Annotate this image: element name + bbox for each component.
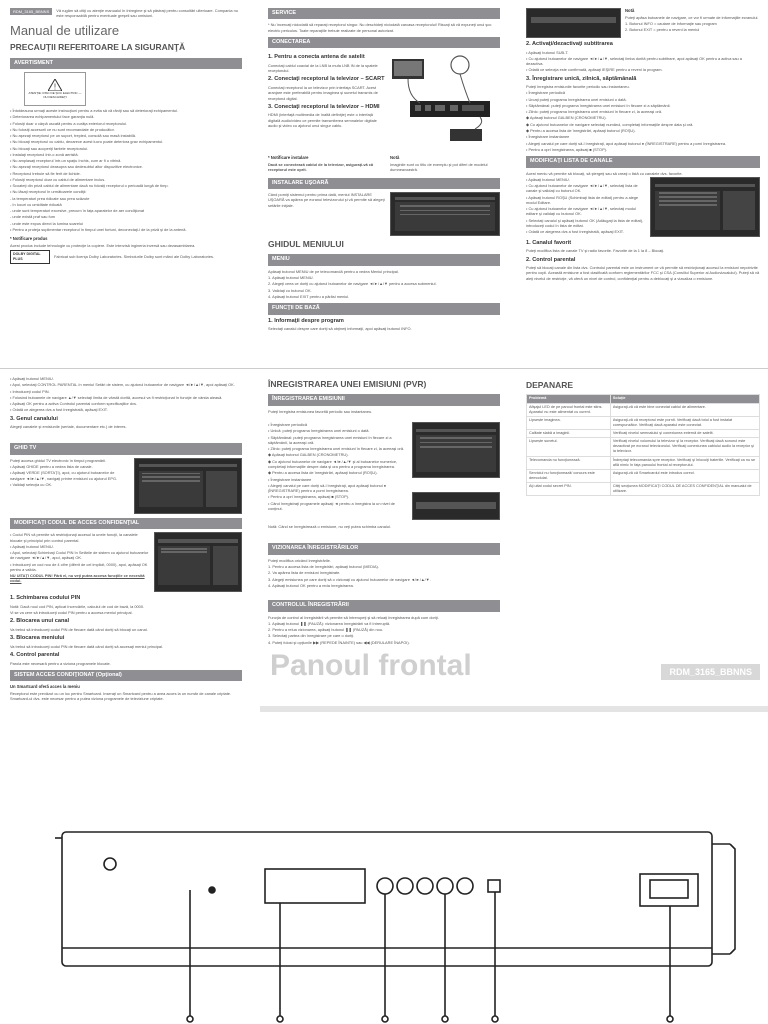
trouble-solution: Asiguraţi-vă că Smartcardul este introdus corect. [610,469,759,482]
warning-header: AVERTISMENT [10,58,242,69]
trouble-row [527,483,760,496]
view-step: 3. Alegeţi emisiunea pe care doriţi să o vizionaţi cu ajutorul butoanelor de navigare ◄/►/▲/▼. [268,576,431,582]
trouble-col-problem: Problemă [527,395,611,403]
connect-list [268,51,386,151]
service-header: SERVICE [268,8,500,19]
pvr-step: • Săptămânal: puteţi programa înregistrarea unei emisiuni în fiecare zi a săptămânii, la aceeaşi oră. [268,434,392,445]
connect-side-note: Imaginile sunt cu titlu de exemplu şi pot diferi de modelul dumneavoastră. [390,162,488,173]
connect-note-title: * Notificare instalare [268,155,309,161]
notice-title: * Notificare produs [10,236,48,242]
trouble-row [527,469,760,482]
pvr-step: • Zilnic: puteţi programa înregistrarea unei emisiuni în fiecare zi, la aceeaşi oră. [268,446,405,452]
trouble-table [526,394,760,496]
trouble-solution: Verificaţi nivelul volumului la televizor şi la receptor. Verificaţi dacă sonorul este dezactivat pe ecranul televizorului. Verificaţi conexiunea cablului audio la receptor şi la televizor. [610,438,759,456]
view-step: 4. Apăsaţi butonul OK pentru a reda înregistrarea. [268,582,354,588]
modify-list [526,177,646,237]
manual-title: Manual de utilizare [10,22,120,38]
safety-item: • Scoateţi din priză cablul de alimentare dacă nu folosiţi receptorul o perioadă lungă de timp. [10,183,169,189]
safety-item: • Nu blocaţi sau acoperiţi fantele receptorului. [10,145,89,151]
info-screenshot [526,8,621,38]
pin-warning: NU UITAŢI CODUL PIN! Fără el, nu veţi putea accesa funcţiile ce necesită codul. [10,573,145,584]
lock-text: Va trebui să introduceţi codul PIN de fiecare dată când doriţi să blocaţi un canal. [10,626,148,632]
trouble-col-solution: Soluţie [610,395,759,403]
front-title: Panoul frontal [270,649,472,682]
pvr-step: ◆ Apăsaţi butonul GALBEN (CRONOMETRU). [268,452,349,458]
service-text: * Nu încercaţi niciodată să reparaţi receptorul singur. Nu deschideţi niciodată carcasa receptorului! Riscaţi să vă expuneţi unui şoc electric periculos. Toate reparaţiile trebuie realizate de personal autorizat. [268,22,492,33]
connect-step-title: 2. Conectaţi receptorul la televizor – SCART [268,76,385,83]
pin-header: MODIFICAŢI CODUL DE ACCES CONFIDENŢIAL [10,518,242,529]
parental-step: • Odată ce alegerea dvs a fost înregistrată, apăsaţi EXIT. [10,407,108,413]
pvr-note: Notă: Când se înregistrează o emisiune, nu veţi putea schimba canalul. [268,524,391,530]
note-line: 1. Butonul INFO = cautare de informaţie sau program [625,20,717,26]
ctrl-step: 4. Puteţi folosi şi opţiunile ▶▶ (REPEDE ÎNAINTE) sau ◀◀ (DERULARE ÎNAPOI). [268,639,410,645]
connect-step-title: 3. Conectaţi receptorul la televizor – HDMI [268,103,380,110]
menu-lock-text: Va trebui să introduceţi codul PIN de fiecare dată când doriţi să accesaţi meniul principal. [10,643,164,649]
trouble-row [527,430,760,438]
pvr-step: • Înregistrare instantanee [268,476,312,482]
menu-header: MENIU [268,254,500,265]
epg-step: • Validaţi selecţia cu OK. [10,481,53,487]
trouble-solution: Îndreptaţi telecomanda spre receptor. Verificaţi şi înlocuiţi bateriile. Verificaţi ca nu se află nimic în faţa panoului frontal al receptorului. [610,456,759,469]
connection-diagram-svg [390,51,500,151]
epg-step: Puteţi accesa ghidul TV electronic în timpul programării. [10,457,107,463]
safety-item: • Pentru a proteja suplimentar receptorul în timpul unei furtuni, deconectaţi-l de la priză şi de la antenă. [10,227,187,233]
schedule-step: • Zilnic: puteţi programa înregistrarea unei emisiuni în fiecare zi, la aceeaşi oră. [526,109,663,115]
pin-change-note: Notă: Dacă noul cod PIN, aplicat încercările, calculul de cod de bază, la 0000. [10,603,145,609]
pvr-step: ◆ Pentru a accesa lista de înregistrări, apăsaţi butonul (ROŞU). [268,470,378,476]
trouble-row [527,403,760,416]
schedule-step: • Săptămânal: puteţi programa înregistrarea unei emisiuni în fiecare zi a săptămânii. [526,102,671,108]
note-line: 2. Butonul EXIT = pentru a reveni la meniul [625,27,700,33]
trouble-solution: Verificaţi nivelul semnalului şi conexiunea externă de satelit. [610,430,759,438]
epg-header: GHID TV [10,443,242,454]
modify-step: • Apăsaţi butonul MENIU. [526,176,570,182]
fav-text: Puteţi modifica lista de canale TV şi radio favorite. Favorite de la 1 la 8 – Blocaţi. [526,248,665,254]
pin-change-text: Vi se va cere să introduceţi codul PIN pentru a accesa meniul principal. [10,610,133,616]
col-top-middle [268,8,500,358]
schedule-step: ◆ Pentru a accesa lista de înregistrări, apăsaţi butonul (ROŞU). [526,128,636,134]
r-note-list [625,15,760,33]
svg-text:!: ! [53,82,57,91]
p2-lead-list [10,376,242,413]
safety-item: • Nu aşezaţi receptorul deasupra sau dedesubtul altor dispozitive electronice. [10,164,143,170]
lock-title: 2. Blocarea unui canal [10,618,70,625]
connect-step-text: Conectaţi receptorul la un televizor prin interfaţa SCART. Acest aranjare este preferabilă pentru imaginea şi sunetul transmis de receptorul digital. [268,85,378,101]
install-screenshot [390,192,500,236]
safety-item: • Nu blocaţi receptorul cu cablu, deoarece acest lucru poate deteriora grav echipamentul. [10,139,164,145]
pvr-step: • Unică: puteţi programa înregistrarea unei emisiuni o dată. [268,428,370,434]
trouble-solution: Citiţi secţiunea MODIFICAŢI CODUL DE ACCES CONFIDENŢIAL din manualul de utilizare. [610,483,759,496]
pin-change-title: 1. Schimbarea codului PIN [10,595,81,602]
parental-step: • Apăsaţi OK pentru a activa Controlul parental conform specificaţiilor dvs. [10,401,138,407]
col-top-left [10,8,242,358]
warning-box-text: ATENŢIE: RISC DE ŞOC ELECTRIC — NU DESCHIDEŢI [28,90,82,99]
epg-step: • Apăsaţi GHIDE pentru a vedea lista de canale. [10,464,93,470]
subtitle-title: 2. Activaţi/dezactivaţi subtitrarea [526,41,613,47]
trouble-problem: Afişajul LED de pe panoul frontal este stins. Aparatul nu este alimentat cu curent. [527,403,611,416]
warning-triangle-icon [48,79,62,91]
front-gray-band [260,706,768,712]
pvr-step: • Alegeţi canalul pe care doriţi să-l înregistraţi, apoi apăsaţi butonul ● (ÎNREGISTRARE) pentru a porni înregistrarea. [268,482,387,494]
pin-list [10,532,150,572]
dolby-logo: DOLBY DIGITAL PLUS [10,250,50,264]
channel-list-screenshot [650,177,760,237]
menu-step: 4. Apăsaţi butonul EXIT pentru a părăsi meniul. [268,293,350,299]
safety-item: - unde sunt temperaturi excesive, precum în faţa aparatelor de aer condiţionat [10,208,145,214]
view-step: 2. Va apărea lista de emisiuni înregistrate. [268,570,341,576]
install-header: INSTALARE UŞOARĂ [268,178,500,189]
safety-item: • Nu lăsaţi receptorul în următoarele condiţii: [10,189,87,195]
schedule-step: ◆ Apăsaţi butonul GALBEN (CRONOMETRU). [526,115,607,121]
modify-text: Acest meniu vă permite să blocaţi, să ştergeţi sau să creaţi o listă cu canalele dvs. favorite. [526,170,683,176]
connection-diagram [390,51,500,151]
pin-step: • Apoi, selectaţi Schimbaţi Codul PIN în Setările de sistem cu ajutorul butoanelor de navigare ◄/►/▲/▼, apoi, apăsaţi OK. [10,550,149,561]
trouble-row [527,416,760,429]
safety-item: • Receptorul trebuie să fie ferit de lichide. [10,170,81,176]
pvr-step: • Când înregistraţi programele apăsaţi ◄ pentru a înregistra la un nivel de conţinut. [268,500,395,511]
basic-header: FUNCŢII DE BAZĂ [268,303,500,314]
schedule-list [526,90,760,152]
trouble-problem: Lipsește imaginea. [527,416,611,429]
front-model-label: RDM_3165_BBNNS [661,664,760,680]
safety-item: • Instalaţi receptorul într-o zonă aerisită. [10,151,79,157]
schedule-step: ◆ Cu ajutorul butoanelor de navigare selectaţi numărul, completaţi informaţiile despre data şi oră. [526,121,694,127]
modify-header: MODIFICAŢI LISTA DE CANALE [526,156,760,167]
ctrl-step: 2. Pentru a relua vizionarea, apăsaţi butonul ❚❚ (PAUZĂ) din nou. [268,627,384,633]
col-bottom-right [526,376,760,606]
schedule-step: • Înregistrare instantanee [526,134,570,140]
view-list [268,558,500,588]
connect-step-text: HDMI (interfaţă multimedia de înaltă definiţie) este o interfaţă digitală audio/video ce permite transmiterea semnalelor digitale audio şi video cu ajutorul unui singur cablu. [268,112,377,128]
ctrl-step: 3. Selectaţi partea din înregistrare pe care o doriţi. [268,633,355,639]
epg-list [10,458,130,514]
modify-step: • Selectaţi canalul şi apăsaţi butonul OK (Adăugaţi la lista de editat), introduceţi codul în lista de editat. [526,217,644,228]
epg-step: • Apăsaţi VERDE (SORTAŢI), apoi, cu ajutorul butoanelor de navigare ◄/►/▲/▼, navigaţi printre emisiuni cu ajutorul EPG. [10,470,118,481]
menu-step: 3. Validaţi cu butonul OK. [268,287,312,293]
schedule-step: • Urcaţi puteţi programa înregistrarea unei emisiuni o dată. [526,96,627,102]
basic-text: Selectaţi canalul despre care doriţi să obţineţi informaţii, apoi apăsaţi butonul INFO. [268,326,412,332]
schedule-text: Puteţi înregistra emisiunile favorite periodic sau instantaneu. [526,84,630,90]
parent-text: Puteţi să blocaţi canale din lista dvs. Controlul parental este un instrument ce vă permite să restricţionaţi accesul la emisiuni nepotrivite pentru copii. Această emisiune a fost clasificată conform reglementărilor FCC şi CSA (Consiliul Superior al Audiovizualului). Puteţi să vă aleţi nivelul de restricţie, vă oferă un nivel de control, confidenţial pentru a deblocaţi şi a vizualiza o emisiune. [526,265,760,281]
genre-title: 3. Genul canalului [10,415,58,422]
trouble-problem: Lipsește sunetul. [527,438,611,456]
pc-title: 4. Control parental [10,651,60,658]
front-usb-port [488,880,500,892]
connect-step-title: 1. Pentru a conecta antena de satelit [268,54,365,61]
pvr-step: ◆ Cu ajutorul butoanelor de navigare ◄/►/▲/▼ şi al butoanelor numerice, completaţi informaţiile despre data şi ora pentru a programa înregistrarea. [268,458,398,470]
schedule-title: 3. Înregistrare unică, zilnică, săptămânală [526,75,637,82]
trouble-problem: Calitate slabă a imaginii. [527,430,611,438]
pvr-list [268,422,408,520]
menu-list [268,269,500,299]
safety-item: - la temperaturi prea ridicate sau prea scăzute [10,195,90,201]
dolby-text: Fabricat sub licenţa Dolby Laboratories. Simbolurile Dolby sunt mărci ale Dolby Laboratories. [54,253,215,259]
note-line: Puteţi apăsa butoanele de navigare, ce vor fi urmate de informaţiile ecranului. [625,14,759,20]
safety-item: • Deteriorarea echipamentului face garanţia nulă. [10,114,95,120]
safety-item: - unde este expus direct la lumina soarelui [10,220,83,226]
pvr-title: ÎNREGISTRAREA UNEI EMISIUNI (PVR) [268,379,427,389]
subtitle-step: • Cu ajutorul butoanelor de navigare ◄/►/▲/▼, selectaţi limba dorită pentru subtitrare, apoi apăsaţi OK pentru a activa sau a dezactiva. [526,55,742,67]
subtitle-step: • Odată ce selecţia este confirmată, apăsaţi IEŞIRE pentru a reveni la program. [526,67,663,73]
safety-item: • Folosiţi receptorul doar cu cablul de alimentare inclus. [10,176,106,182]
safety-item: • Întotdeauna urmaţi aceste instrucţiuni pentru a evita să vă răniţi sau să deterioraţi echipamentul. [10,107,178,113]
pin-step: • Codul PIN vă permite să restricţionaţi accesul la unele funcţii, la canalele blocate şi principiul prin control parental. [10,532,138,543]
schedule-step: • Înregistrare periodică [526,90,565,96]
ca-header: SISTEM ACCES CONDIŢIONAT (Opţional) [10,670,242,681]
install-text: Când porniţi sistemul pentru prima dată, meniul INSTALARE UŞOARĂ va apărea pe ecranul televizorului şi vă permite să alegeţi setările iniţiale. [268,192,385,208]
subtitle-step: • Apăsaţi butonul SUB-T. [526,49,569,55]
front-buttons [377,878,473,894]
pin-step: • Introduceţi un cod nou de 4 cifre (diferit de cel implicit, 0000), apoi, apăsaţi OK pentru a valida. [10,561,148,572]
subtitle-list [526,50,760,73]
epg-screenshot [134,458,242,514]
trouble-row [527,438,760,456]
pvr-step: • Înregistrare periodică [268,422,307,428]
view-header: VIZIONAREA ÎNREGISTRĂRILOR [268,543,500,554]
trouble-problem: Telecomanda nu funcţionează. [527,456,611,469]
r-note-label: Notă [625,8,635,13]
modify-step: • Apăsaţi butonul ROŞU (Schimbaţi lista de editat) pentru a alege modul Editare. [526,194,639,205]
menu-step: 2. Alegeţi ceea ce doriţi cu ajutorul butoanelor de navigare ◄/►/▲/▼ pentru a accesa submeniul. [268,281,437,287]
menu-guide-title: GHIDUL MENIULUI [268,239,344,249]
front-display [265,869,365,903]
modify-step: • Cu ajutorul butoanelor de navigare ◄/►/▲/▼, selectaţi lista de canale şi validaţi cu butonul OK. [526,183,638,194]
warning-box [24,72,86,106]
connect-note: Dacă se conectează cablul de la televizor, asiguraţi-vă că receptorul este oprit. [268,162,374,173]
basic-title: 1. Informaţii despre program [268,317,344,324]
connect-step-text: Conectaţi cablul coaxial de la LNB la mufa LNB IN de la spatele receptorului. [268,62,378,74]
parental-step: • Introduceţi codul PIN. [10,388,50,394]
safety-item: - în locuri cu umiditate ridicată [10,201,62,207]
parent-title: 2. Control parental [526,256,576,263]
safety-item: • Nu aşezaţi receptorul pe un suport, trepied, consolă sau masă instabilă. [10,133,136,139]
pin-step: • Apăsaţi butonul MENIU. [10,543,54,549]
model-tag: RDM_3165_BBNNS [10,8,52,15]
intro-text: Vă rugăm să citiţi cu atenţie manualul în întregime şi să păstraţi pentru consultări ulterioare. Compania nu este responsabilă pentru eventuale greşeli sau omisiuni. [56,8,238,19]
pvr-step: • Pentru a opri înregistrarea, apăsaţi ■ (STOP). [268,494,350,500]
safety-item: • Nu folosiţi accesorii ce nu sunt recomandate de producător. [10,126,115,132]
safety-item: - unde există praf sau fum [10,214,55,220]
modify-step: • Odată ce alegerea dvs a fost înregistrată, apăsaţi EXIT. [526,229,624,235]
pvr-timer-screenshot [412,422,500,478]
trouble-row [527,456,760,469]
trouble-title: DEPANARE [526,380,574,390]
pvr-record-screenshot [412,492,500,520]
ctrl-step: 1. Apăsaţi butonul ❚❚ (PAUZĂ): vizionarea înregistrării va fi întreruptă. [268,620,391,626]
ca-sub: Un Smartcard oferă acces la meniu [10,684,80,690]
pvr-header: ÎNREGISTRAREA EMISIUNII [268,394,500,405]
safety-item: • Folosiţi doar o cârpă uscată pentru a curăţa exteriorul receptorului. [10,120,128,126]
menu-lock-title: 3. Blocarea meniului [10,635,65,642]
pc-text: Parola este necesară pentru a viziona programele blocate. [10,660,111,666]
modify-step: • Cu ajutorul butoanelor de navigare ◄/►/▲/▼, selectaţi modul editare şi validaţi cu butonul OK. [526,206,636,217]
front-panel-body [62,832,712,966]
fold-line [0,368,768,369]
trouble-problem: Serviciul nu funcţionează/ concurs este demodulat. [527,469,611,482]
pvr-text: Puteţi înregistra emisiunea favorită periodic sau instantaneu. [268,408,373,414]
notice-text: Acest produs include tehnologie cu protecţie la copiere. Este interzisă ingineria inversă sau dezasamblarea. [10,242,196,248]
ctrl-step: Funcţia de control al înregistrării vă permite să întrerupeţi şi să reluaţi înregistrarea după cum doriţi. [268,614,439,620]
front-panel-drawing [0,814,768,1024]
trouble-solution: Asiguraţi-vă că receptorul este pornit. Verificaţi dacă totul a fost instalat corespunzător. Verificaţi dacă aparatul este conectat. [610,416,759,429]
menu-step: Apăsaţi butonul MENIU de pe telecomandă pentru a vedea Meniul principal. [268,268,399,274]
parental-step: • Apoi, selectaţi CONTROL PARENTAL în meniul Setări de sistem, cu ajutorul butoanelor de navigare ◄/►/▲/▼, apoi apăsaţi OK. [10,382,235,388]
view-step: Puteţi modifica oricând înregistrările. [268,557,331,563]
view-step: 1. Pentru a accesa lista de înregistrări, apăsaţi butonul (MEDIA). [268,564,379,570]
ca-text: Receptorul este prevăzut cu un loc pentru Smartcard. Inseraţi un Smartcard pentru a avea acces la un număr de canale criptate. Smartcard-ul dvs. este necesar pentru a putea viziona programele de televiziune criptate. [10,690,232,702]
connect-side-note-label: Notă [390,155,400,161]
menu-step: 1. Apăsaţi butonul MENIU. [268,275,314,281]
pin-screenshot [154,532,242,592]
parental-step: • Folosind butoanele de navigare ▲/▼ selectaţi limita de vârstă dorită, accesul va fi restricţionat în funcţie de vârsta aleasă. [10,394,223,400]
parental-step: • Apăsaţi butonul MENIU. [10,376,54,381]
front-card-slot [640,874,698,906]
fav-title: 1. Canalul favorit [526,239,572,246]
schedule-step: • Pentru a opri înregistrarea, apăsaţi ■ (STOP). [526,146,608,152]
col-top-right [526,8,760,358]
safety-item: • Nu amplasaţi receptorul într-un spaţiu închis, cum ar fi o vitrină. [10,158,122,164]
connect-header: CONECTAREA [268,37,500,48]
ctrl-header: CONTROLUL ÎNREGISTRĂRII [268,600,500,611]
schedule-step: • Alegeţi canalul pe care doriţi să-l înregistraţi, apoi apăsaţi butonul ● (ÎNREGISTRARE) pentru a porni înregistrarea. [526,140,727,146]
trouble-solution: Asiguraţi-vă că este bine conectat cablul de alimentare. [610,403,759,416]
genre-text: Alegeţi canalele şi emisiunile (sertale, documentare etc.) de interes. [10,424,127,430]
safety-list [10,108,242,232]
safety-title: PRECAUŢII REFERITOARE LA SIGURANŢĂ [10,42,186,53]
trouble-problem: Aţi uitat codul secret PIN. [527,483,611,496]
